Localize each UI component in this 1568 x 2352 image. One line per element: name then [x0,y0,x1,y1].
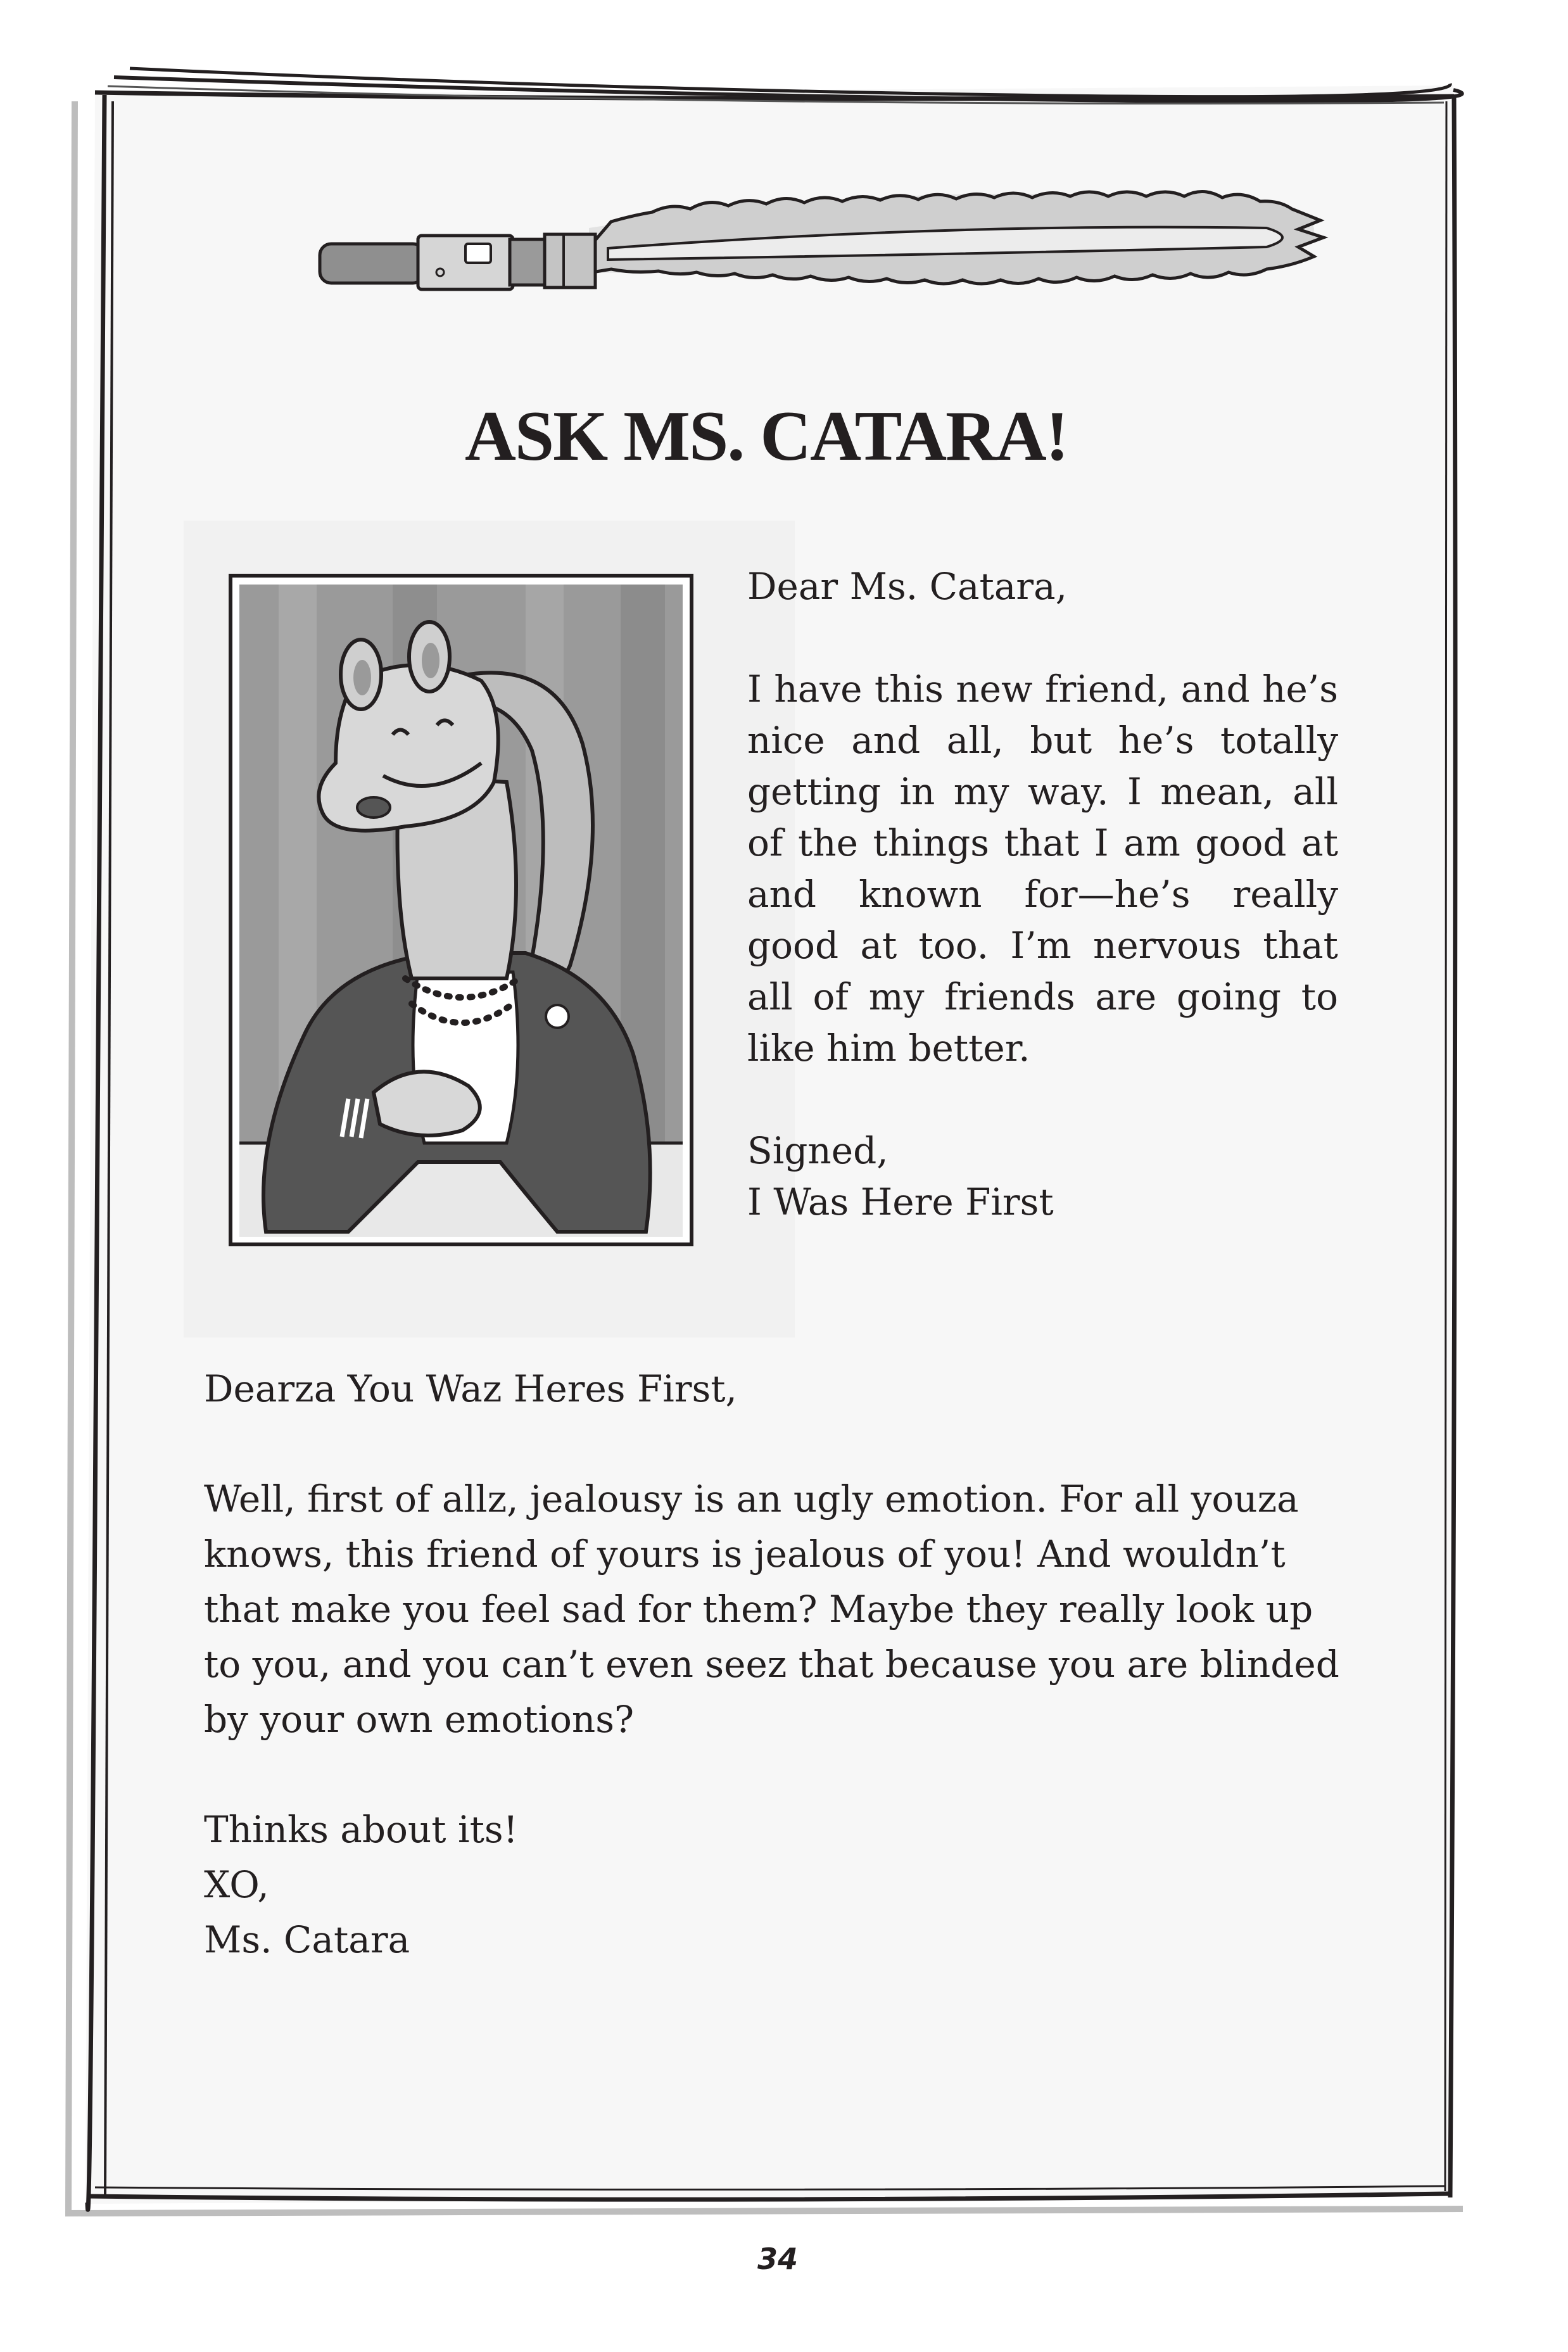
lightsaber-hilt-pommel [320,244,424,283]
lightsaber-hilt-button [465,244,491,263]
page-number: 34 [757,2242,798,2276]
letter-greeting: Dear Ms. Catara, [747,565,1068,608]
reply-greeting: Dearza You Waz Heres First, [204,1367,737,1410]
character-bracelet [491,1099,494,1137]
lightsaber-hilt-collar [510,239,548,285]
character-brooch [546,1005,569,1028]
reply-closing: Thinks about its! [204,1808,518,1851]
character-lips [357,797,390,818]
character-hands [374,1072,480,1135]
reply-xo: XO, [204,1863,269,1906]
reply-body: Well, first of allz, jealousy is an ugly emotion. For all youza knows, this friend of yours is jealous of you! And wouldn’t that make you feel sad for them? Maybe they really look up to you, and you can’t even seez that because you are blinded by your own emotions? [204,1477,1339,1741]
advice-reply [204,1362,1344,1968]
lightsaber-hilt-emitter [545,234,595,288]
page-title: ASK MS. CATARA! [464,397,1068,476]
letter-body: I have this new friend, and he’s nice and all, but he’s totally getting in my way. I mean, all of the things that I am good at and known for—he’s really good at too. I’m nervous that all of my friends are going to like him better. [747,667,1338,1070]
reply-signature: Ms. Catara [204,1918,410,1961]
reader-letter [747,561,1338,1228]
character-ear-inner-left [353,660,371,695]
character-ear-inner-right [422,643,439,678]
ms-catara-portrait [228,573,694,1247]
letter-signature: I Was Here First [747,1180,1054,1223]
letter-signoff: Signed, [747,1129,888,1172]
